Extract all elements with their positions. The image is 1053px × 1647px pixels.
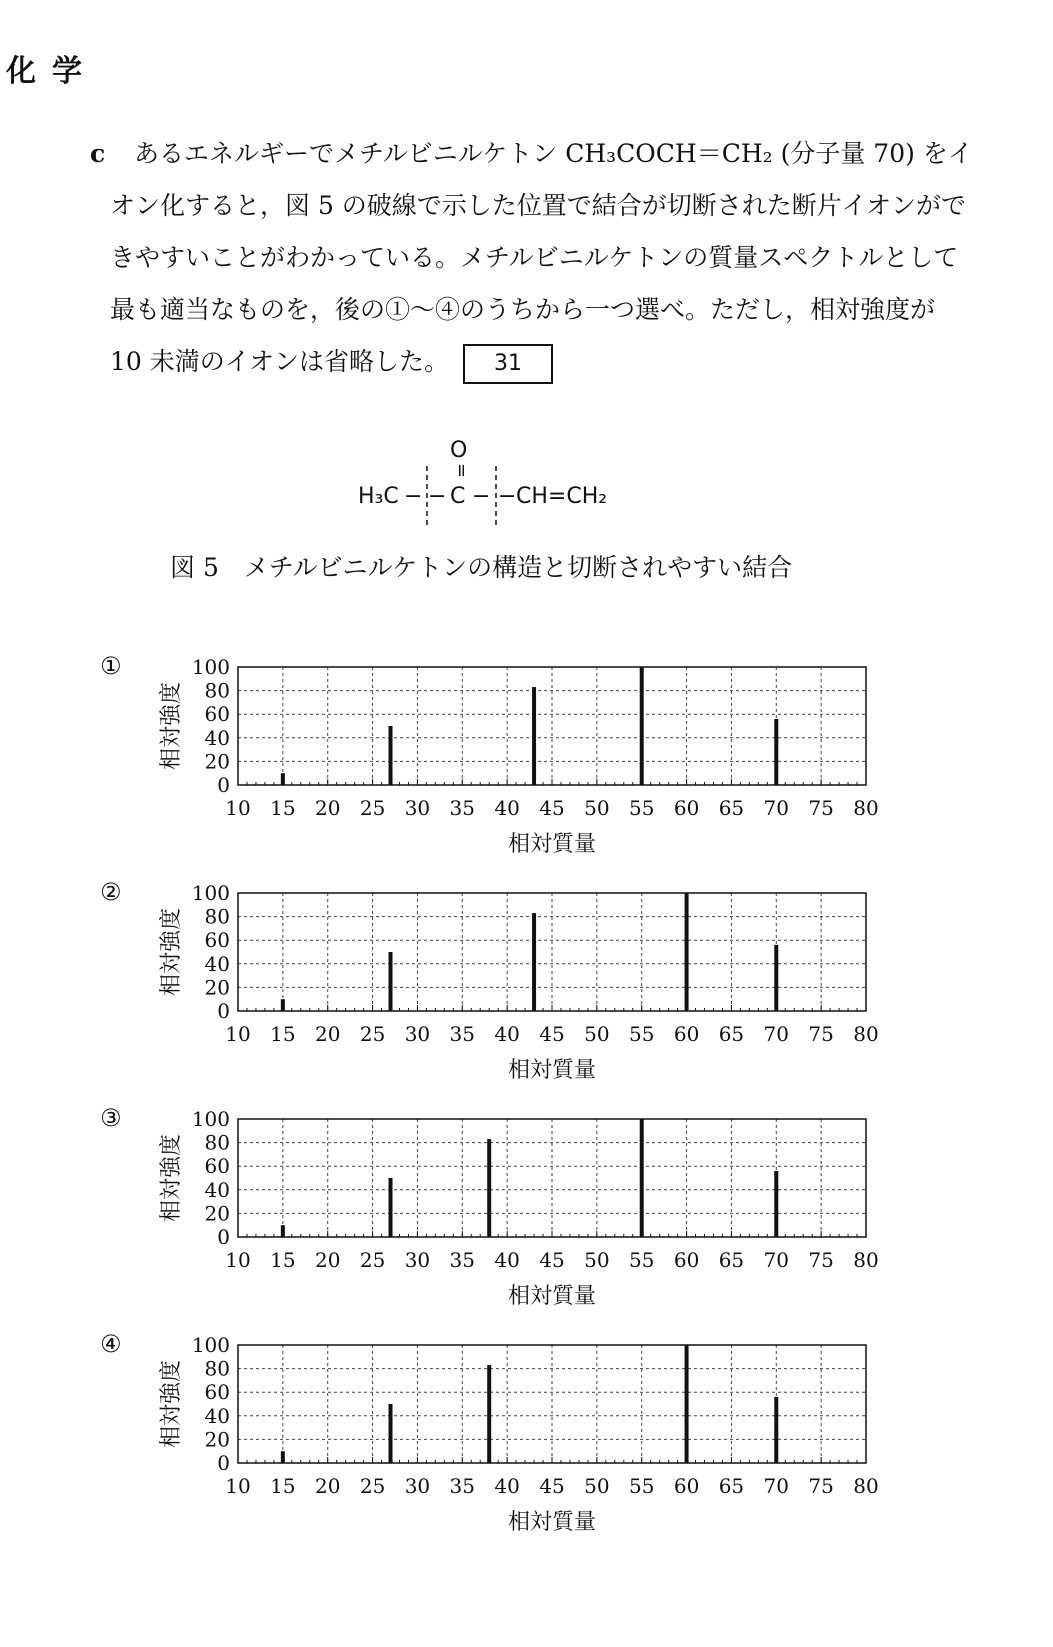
spectrum-2-svg [100,878,900,1108]
x-tick-label: 50 [584,1474,610,1498]
x-tick-label: 60 [673,1022,700,1046]
x-tick-label: 20 [314,1474,341,1498]
subject-title: 化学 [6,54,98,89]
option-label-2: ② [100,878,122,906]
x-tick-label: 70 [763,1248,790,1272]
spectrum-peak [532,913,536,1011]
y-tick-label: 20 [204,749,230,774]
y-tick-label: 20 [204,975,230,1000]
bond-4: − [498,484,517,509]
option-label-4: ④ [100,1330,122,1358]
x-tick-label: 35 [449,1022,476,1046]
oxygen-atom: O [450,438,468,463]
y-axis-label: 相対強度 [159,681,184,771]
spectrum-4 [100,1330,900,1560]
y-tick-label: 60 [204,702,230,727]
spectrum-peak [774,1397,778,1463]
x-tick-label: 40 [494,796,520,820]
x-tick-label: 40 [494,1248,520,1272]
spectrum-4-svg [100,1330,900,1560]
figure-caption: 図 5 メチルビニルケトンの構造と切断されやすい結合 [170,553,793,582]
spectrum-peak [281,999,285,1011]
y-tick-label: 100 [191,655,230,679]
x-tick-label: 50 [584,1022,610,1046]
y-tick-label: 100 [191,1333,230,1357]
x-tick-label: 75 [808,1248,834,1272]
spectrum-peak [389,1178,393,1237]
bond-3: − [472,484,491,509]
x-tick-label: 50 [584,1248,610,1272]
x-tick-label: 80 [853,1474,879,1498]
x-tick-label: 75 [808,1474,834,1498]
x-axis-label: 相対質量 [507,1058,597,1083]
x-tick-label: 30 [404,1022,431,1046]
x-tick-label: 20 [314,1248,341,1272]
y-axis-label: 相対強度 [159,1359,184,1449]
y-tick-label: 20 [204,1427,230,1452]
x-tick-label: 25 [359,1474,386,1498]
x-tick-label: 55 [628,1022,655,1046]
x-axis-label: 相対質量 [507,1510,597,1535]
x-tick-label: 30 [404,1248,431,1272]
x-tick-label: 20 [314,796,341,820]
plot-frame [238,667,866,785]
spectrum-peak [281,773,285,785]
x-axis-label: 相対質量 [507,1284,597,1309]
molecule-structure [352,438,652,536]
spectrum-peak [774,1171,778,1237]
x-tick-label: 25 [359,1248,386,1272]
x-tick-label: 15 [270,1474,296,1498]
x-tick-label: 80 [853,1022,879,1046]
x-tick-label: 15 [270,1022,296,1046]
spectrum-peak [281,1225,285,1237]
carbonyl-double-bond: = [451,462,473,479]
spectrum-peak [685,1345,689,1463]
y-tick-label: 80 [204,1130,230,1155]
x-tick-label: 40 [494,1022,520,1046]
y-axis-label: 相対強度 [159,1133,184,1223]
answer-number-box: 31 [463,344,553,384]
x-tick-label: 70 [763,796,790,820]
question-line-4: 最も適当なものを，後の①〜④のうちから一つ選べ。ただし，相対強度が [110,295,936,324]
x-tick-label: 55 [628,1248,655,1272]
x-tick-label: 15 [270,1248,296,1272]
spectrum-peak [532,687,536,785]
spectrum-peak [774,719,778,785]
y-tick-label: 100 [191,881,230,905]
x-tick-label: 70 [763,1022,790,1046]
y-tick-label: 40 [204,1403,230,1428]
x-tick-label: 25 [359,1022,386,1046]
y-axis-label: 相対強度 [159,907,184,997]
spectrum-3 [100,1104,900,1334]
x-tick-label: 60 [673,1474,700,1498]
y-tick-label: 0 [217,773,230,797]
methyl-group: H₃C [358,484,399,509]
spectrum-peak [389,726,393,785]
question-line-1: c あるエネルギーでメチルビニルケトン CH₃COCH＝CH₂ (分子量 70) をイ [90,128,1030,180]
spectrum-peak [389,1404,393,1463]
x-tick-label: 45 [539,1022,565,1046]
spectrum-peak [487,1365,491,1463]
x-tick-label: 45 [539,796,565,820]
y-tick-label: 60 [204,928,230,953]
question-line-2: オン化すると，図 5 の破線で示した位置で結合が切断された断片イオンがで [110,191,967,220]
y-tick-label: 40 [204,1177,230,1202]
spectrum-1 [100,652,900,882]
y-tick-label: 80 [204,904,230,929]
y-tick-label: 100 [191,1107,230,1131]
y-tick-label: 80 [204,678,230,703]
y-tick-label: 40 [204,725,230,750]
x-tick-label: 80 [853,796,879,820]
vinyl-group: CH=CH₂ [516,484,608,509]
spectrum-3-svg [100,1104,900,1334]
x-tick-label: 10 [225,1474,251,1498]
y-tick-label: 80 [204,1356,230,1381]
spectrum-2 [100,878,900,1108]
spectrum-peak [640,667,644,785]
x-tick-label: 35 [449,796,476,820]
spectrum-peak [389,952,393,1011]
spectrum-peak [640,1119,644,1237]
x-tick-label: 65 [718,1022,745,1046]
x-tick-label: 35 [449,1248,476,1272]
y-tick-label: 60 [204,1380,230,1405]
spectrum-peak [774,945,778,1011]
x-tick-label: 65 [718,796,745,820]
x-tick-label: 70 [763,1474,790,1498]
x-tick-label: 10 [225,1022,251,1046]
plot-frame [238,1345,866,1463]
x-tick-label: 10 [225,796,251,820]
question-label: c [90,139,106,168]
question-line-3: きやすいことがわかっている。メチルビニルケトンの質量スペクトルとして [110,243,959,272]
x-tick-label: 10 [225,1248,251,1272]
x-tick-label: 55 [628,1474,655,1498]
y-tick-label: 0 [217,999,230,1023]
x-tick-label: 65 [718,1474,745,1498]
bond-1: − [404,484,423,509]
question-line-5: 10 未満のイオンは省略した。 31 [90,336,1030,388]
y-tick-label: 0 [217,1451,230,1475]
y-tick-label: 40 [204,951,230,976]
x-tick-label: 55 [628,796,655,820]
y-tick-label: 60 [204,1154,230,1179]
spectrum-1-svg [100,652,900,882]
x-tick-label: 20 [314,1022,341,1046]
x-tick-label: 60 [673,796,700,820]
plot-frame [238,893,866,1011]
x-tick-label: 75 [808,1022,834,1046]
x-axis-label: 相対質量 [507,832,597,857]
x-tick-label: 65 [718,1248,745,1272]
spectrum-peak [281,1451,285,1463]
x-tick-label: 80 [853,1248,879,1272]
x-tick-label: 15 [270,796,296,820]
question-text [90,128,1030,388]
plot-frame [238,1119,866,1237]
y-tick-label: 20 [204,1201,230,1226]
x-tick-label: 30 [404,796,431,820]
y-tick-label: 0 [217,1225,230,1249]
x-tick-label: 25 [359,796,386,820]
spectrum-peak [487,1139,491,1237]
x-tick-label: 75 [808,796,834,820]
x-tick-label: 45 [539,1474,565,1498]
x-tick-label: 40 [494,1474,520,1498]
x-tick-label: 50 [584,796,610,820]
x-tick-label: 45 [539,1248,565,1272]
x-tick-label: 30 [404,1474,431,1498]
option-label-3: ③ [100,1104,122,1132]
x-tick-label: 60 [673,1248,700,1272]
option-label-1: ① [100,652,122,680]
spectrum-peak [685,893,689,1011]
carbonyl-carbon: C [450,484,466,509]
bond-2: − [428,484,447,509]
x-tick-label: 35 [449,1474,476,1498]
